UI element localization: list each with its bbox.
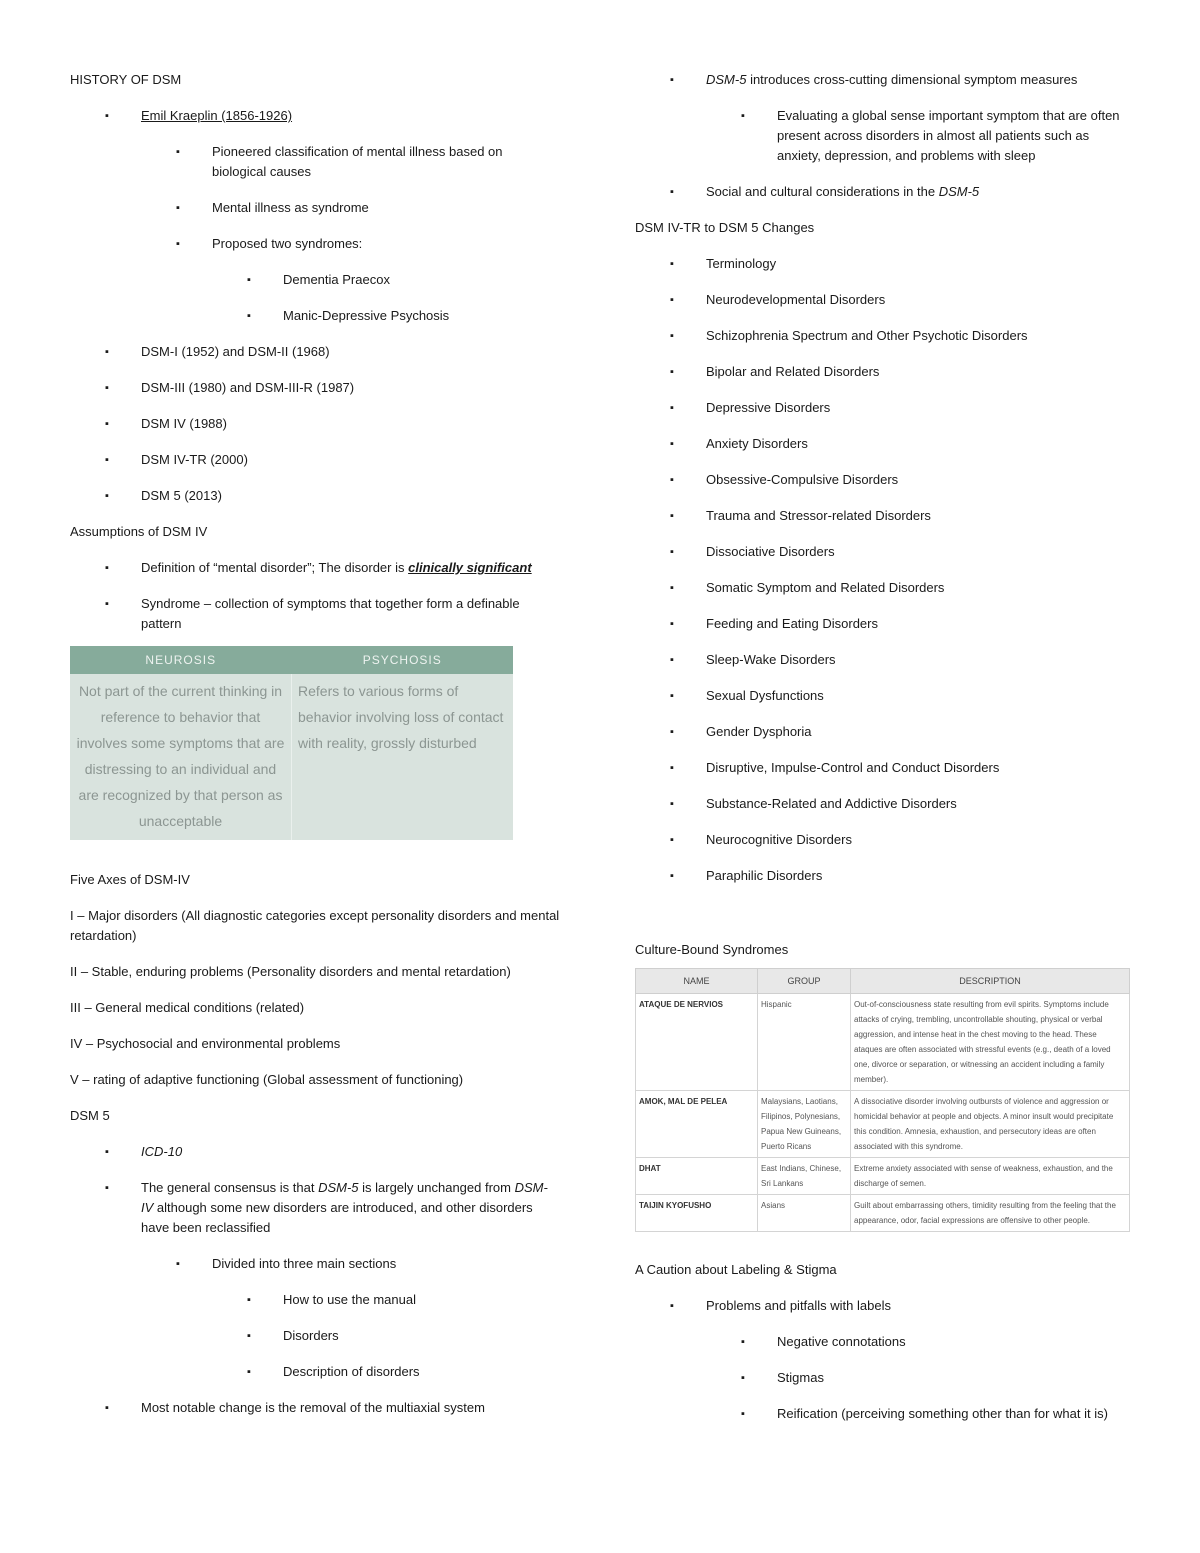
definition-emphasis: clinically significant [408,560,532,575]
list-item [706,182,1135,202]
list-item: ▪ Somatic Symptom and Related Disorders [706,578,1135,598]
syndrome-group: Hispanic [758,994,851,1091]
column-header-group: GROUP [758,969,851,994]
column-header-name: NAME [636,969,758,994]
table-row [636,1158,1130,1195]
list-item: ▪ DSM IV (1988) [141,414,560,434]
syndrome-description: Extreme anxiety associated with sense of weakness, exhaustion, and the discharge of semen. [851,1158,1130,1195]
changes-heading: DSM IV-TR to DSM 5 Changes [635,220,815,235]
consensus-text: The general consensus is that [141,1180,319,1195]
list-item [706,70,1135,90]
definition-text: Definition of “mental disorder”; The disorder is [141,560,409,575]
culture-bound-table [635,968,1130,1232]
list-item: ▪ Dementia Praecox [283,270,560,290]
culture-heading: Culture-Bound Syndromes [635,942,789,957]
axis-5: V – rating of adaptive functioning (Global assessment of functioning) [70,1072,464,1087]
syndrome-group: East Indians, Chinese, Sri Lankans [758,1158,851,1195]
axis-3: III – General medical conditions (related) [70,1000,305,1015]
social-list [635,182,1135,202]
consensus-dsm4: DSM-IV [141,1180,548,1215]
axes-heading: Five Axes of DSM-IV [70,872,190,887]
changes-list [635,254,1135,886]
sections-list [70,1290,560,1382]
syndrome-name: ATAQUE DE NERVIOS [636,994,758,1091]
syndrome-description: Guilt about embarrassing others, timidity resulting from the feeling that the appearance, odor, facial expressions are offensive to other people. [851,1195,1130,1232]
left-column [70,70,560,1434]
sections-intro-list [70,1254,560,1274]
syndrome-group: Malaysians, Laotians, Filipinos, Polynesians, Papua New Guineans, Puerto Ricans [758,1091,851,1158]
axis-4: IV – Psychosocial and environmental problems [70,1036,341,1051]
caution-list [635,1296,1135,1316]
list-item: ▪ Terminology [706,254,1135,274]
consensus-text: although some new disorders are introduced, and other disorders have been reclassified [141,1200,533,1235]
list-item: ▪ Neurocognitive Disorders [706,830,1135,850]
list-item: ▪ Substance-Related and Addictive Disorders [706,794,1135,814]
kraeplin-list [70,106,560,126]
list-item: ▪ Obsessive-Compulsive Disorders [706,470,1135,490]
assumptions-heading: Assumptions of DSM IV [70,524,208,539]
list-item: ▪ Proposed two syndromes: [212,234,560,254]
right-column [635,70,1135,1440]
list-item: ▪ Depressive Disorders [706,398,1135,418]
list-item: ▪ Most notable change is the removal of the multiaxial system [141,1398,560,1418]
column-header-description: DESCRIPTION [851,969,1130,994]
consensus-item [141,1178,560,1238]
list-item: ▪ DSM-III (1980) and DSM-III-R (1987) [141,378,560,398]
consensus-text: is largely unchanged from [358,1180,515,1195]
kraeplin-item [141,106,560,126]
list-item: ▪ Feeding and Eating Disorders [706,614,1135,634]
axis-1: I – Major disorders (All diagnostic categories except personality disorders and mental retardation) [70,908,560,943]
syndrome-list [70,270,560,326]
syndrome-group: Asians [758,1195,851,1232]
list-item: ▪ DSM 5 (2013) [141,486,560,506]
syndrome-name: DHAT [636,1158,758,1195]
list-item: ▪ Sleep-Wake Disorders [706,650,1135,670]
list-item: ▪ Sexual Dysfunctions [706,686,1135,706]
measures-text: introduces cross-cutting dimensional symptom measures [746,72,1078,87]
list-item: ▪ Dissociative Disorders [706,542,1135,562]
kraeplin-name: Emil Kraeplin (1856-1926) [141,108,293,123]
list-item: ▪ Neurodevelopmental Disorders [706,290,1135,310]
list-item: ▪ Pioneered classification of mental illness based on biological causes [212,142,560,182]
list-item: ▪ DSM IV-TR (2000) [141,450,560,470]
social-em: DSM-5 [938,184,980,199]
syndrome-name: AMOK, MAL DE PELEA [636,1091,758,1158]
syndrome-description: Out-of-consciousness state resulting from evil spirits. Symptoms include attacks of crying, trembling, uncontrollable shouting, physical or verbal aggression, and intense heat in the chest moving to the head. These ataques are often associated with stressful events (e.g., death of a loved one, divorce or separation, or witnessing an accident including a family member). [851,994,1130,1091]
list-item: ▪ Bipolar and Related Disorders [706,362,1135,382]
table-row [636,1091,1130,1158]
assumptions-list [70,558,560,634]
list-item: ▪ Negative connotations [777,1332,1135,1352]
social-text: Social and cultural considerations in the [706,184,939,199]
icd-item: ▪ ICD-10 [141,1142,560,1162]
neurosis-psychosis-table [70,646,513,840]
table-row [636,994,1130,1091]
syndrome-name: TAIJIN KYOFUSHO [636,1195,758,1232]
measures-list [635,70,1135,90]
neurosis-header: NEUROSIS [70,646,292,674]
list-item: ▪ Syndrome – collection of symptoms that together form a definable pattern [141,594,560,634]
list-item: ▪ Anxiety Disorders [706,434,1135,454]
kraeplin-points [70,142,560,254]
list-item: ▪ Disruptive, Impulse-Control and Conduct Disorders [706,758,1135,778]
dsm5-em: DSM-5 [706,72,747,87]
list-item: ▪ How to use the manual [283,1290,560,1310]
editions-list [70,342,560,506]
list-item: ▪ Gender Dysphoria [706,722,1135,742]
list-item: ▪ Divided into three main sections [212,1254,560,1274]
dsm5-heading: DSM 5 [70,1108,110,1123]
list-item: ▪ Disorders [283,1326,560,1346]
caution-sublist [635,1332,1135,1424]
axis-2: II – Stable, enduring problems (Personality disorders and mental retardation) [70,964,511,979]
list-item: ▪ Reification (perceiving something other than for what it is) [777,1404,1135,1424]
evaluating-list [635,106,1135,166]
dsm5-list [70,1142,560,1238]
notable-list [70,1398,560,1418]
list-item: ▪ Evaluating a global sense important symptom that are often present across disorders in almost all patients such as anxiety, depression, and problems with sleep [777,106,1135,166]
list-item: ▪ Description of disorders [283,1362,560,1382]
list-item: ▪ Mental illness as syndrome [212,198,560,218]
consensus-dsm5: DSM-5 [318,1180,359,1195]
caution-heading: A Caution about Labeling & Stigma [635,1262,837,1277]
list-item: ▪ DSM-I (1952) and DSM-II (1968) [141,342,560,362]
list-item: ▪ Schizophrenia Spectrum and Other Psychotic Disorders [706,326,1135,346]
list-item: ▪ Trauma and Stressor-related Disorders [706,506,1135,526]
history-heading: HISTORY OF DSM [70,72,182,87]
list-item: ▪ Paraphilic Disorders [706,866,1135,886]
list-item: ▪ Stigmas [777,1368,1135,1388]
list-item: ▪ Manic-Depressive Psychosis [283,306,560,326]
table-row [636,1195,1130,1232]
syndrome-description: A dissociative disorder involving outbursts of violence and aggression or homicidal behavior at people and objects. A minor insult would precipitate this condition. Amnesia, exhaustion, and persecutory ideas are often associated with this syndrome. [851,1091,1130,1158]
list-item: ▪ Problems and pitfalls with labels [706,1296,1135,1316]
list-item [141,558,560,578]
neurosis-cell: Not part of the current thinking in reference to behavior that involves some symptoms that are distressing to an individual and are recognized by that person as unacceptable [76,683,285,829]
psychosis-header: PSYCHOSIS [292,646,514,674]
psychosis-cell: Refers to various forms of behavior involving loss of contact with reality, grossly disturbed [292,674,514,840]
